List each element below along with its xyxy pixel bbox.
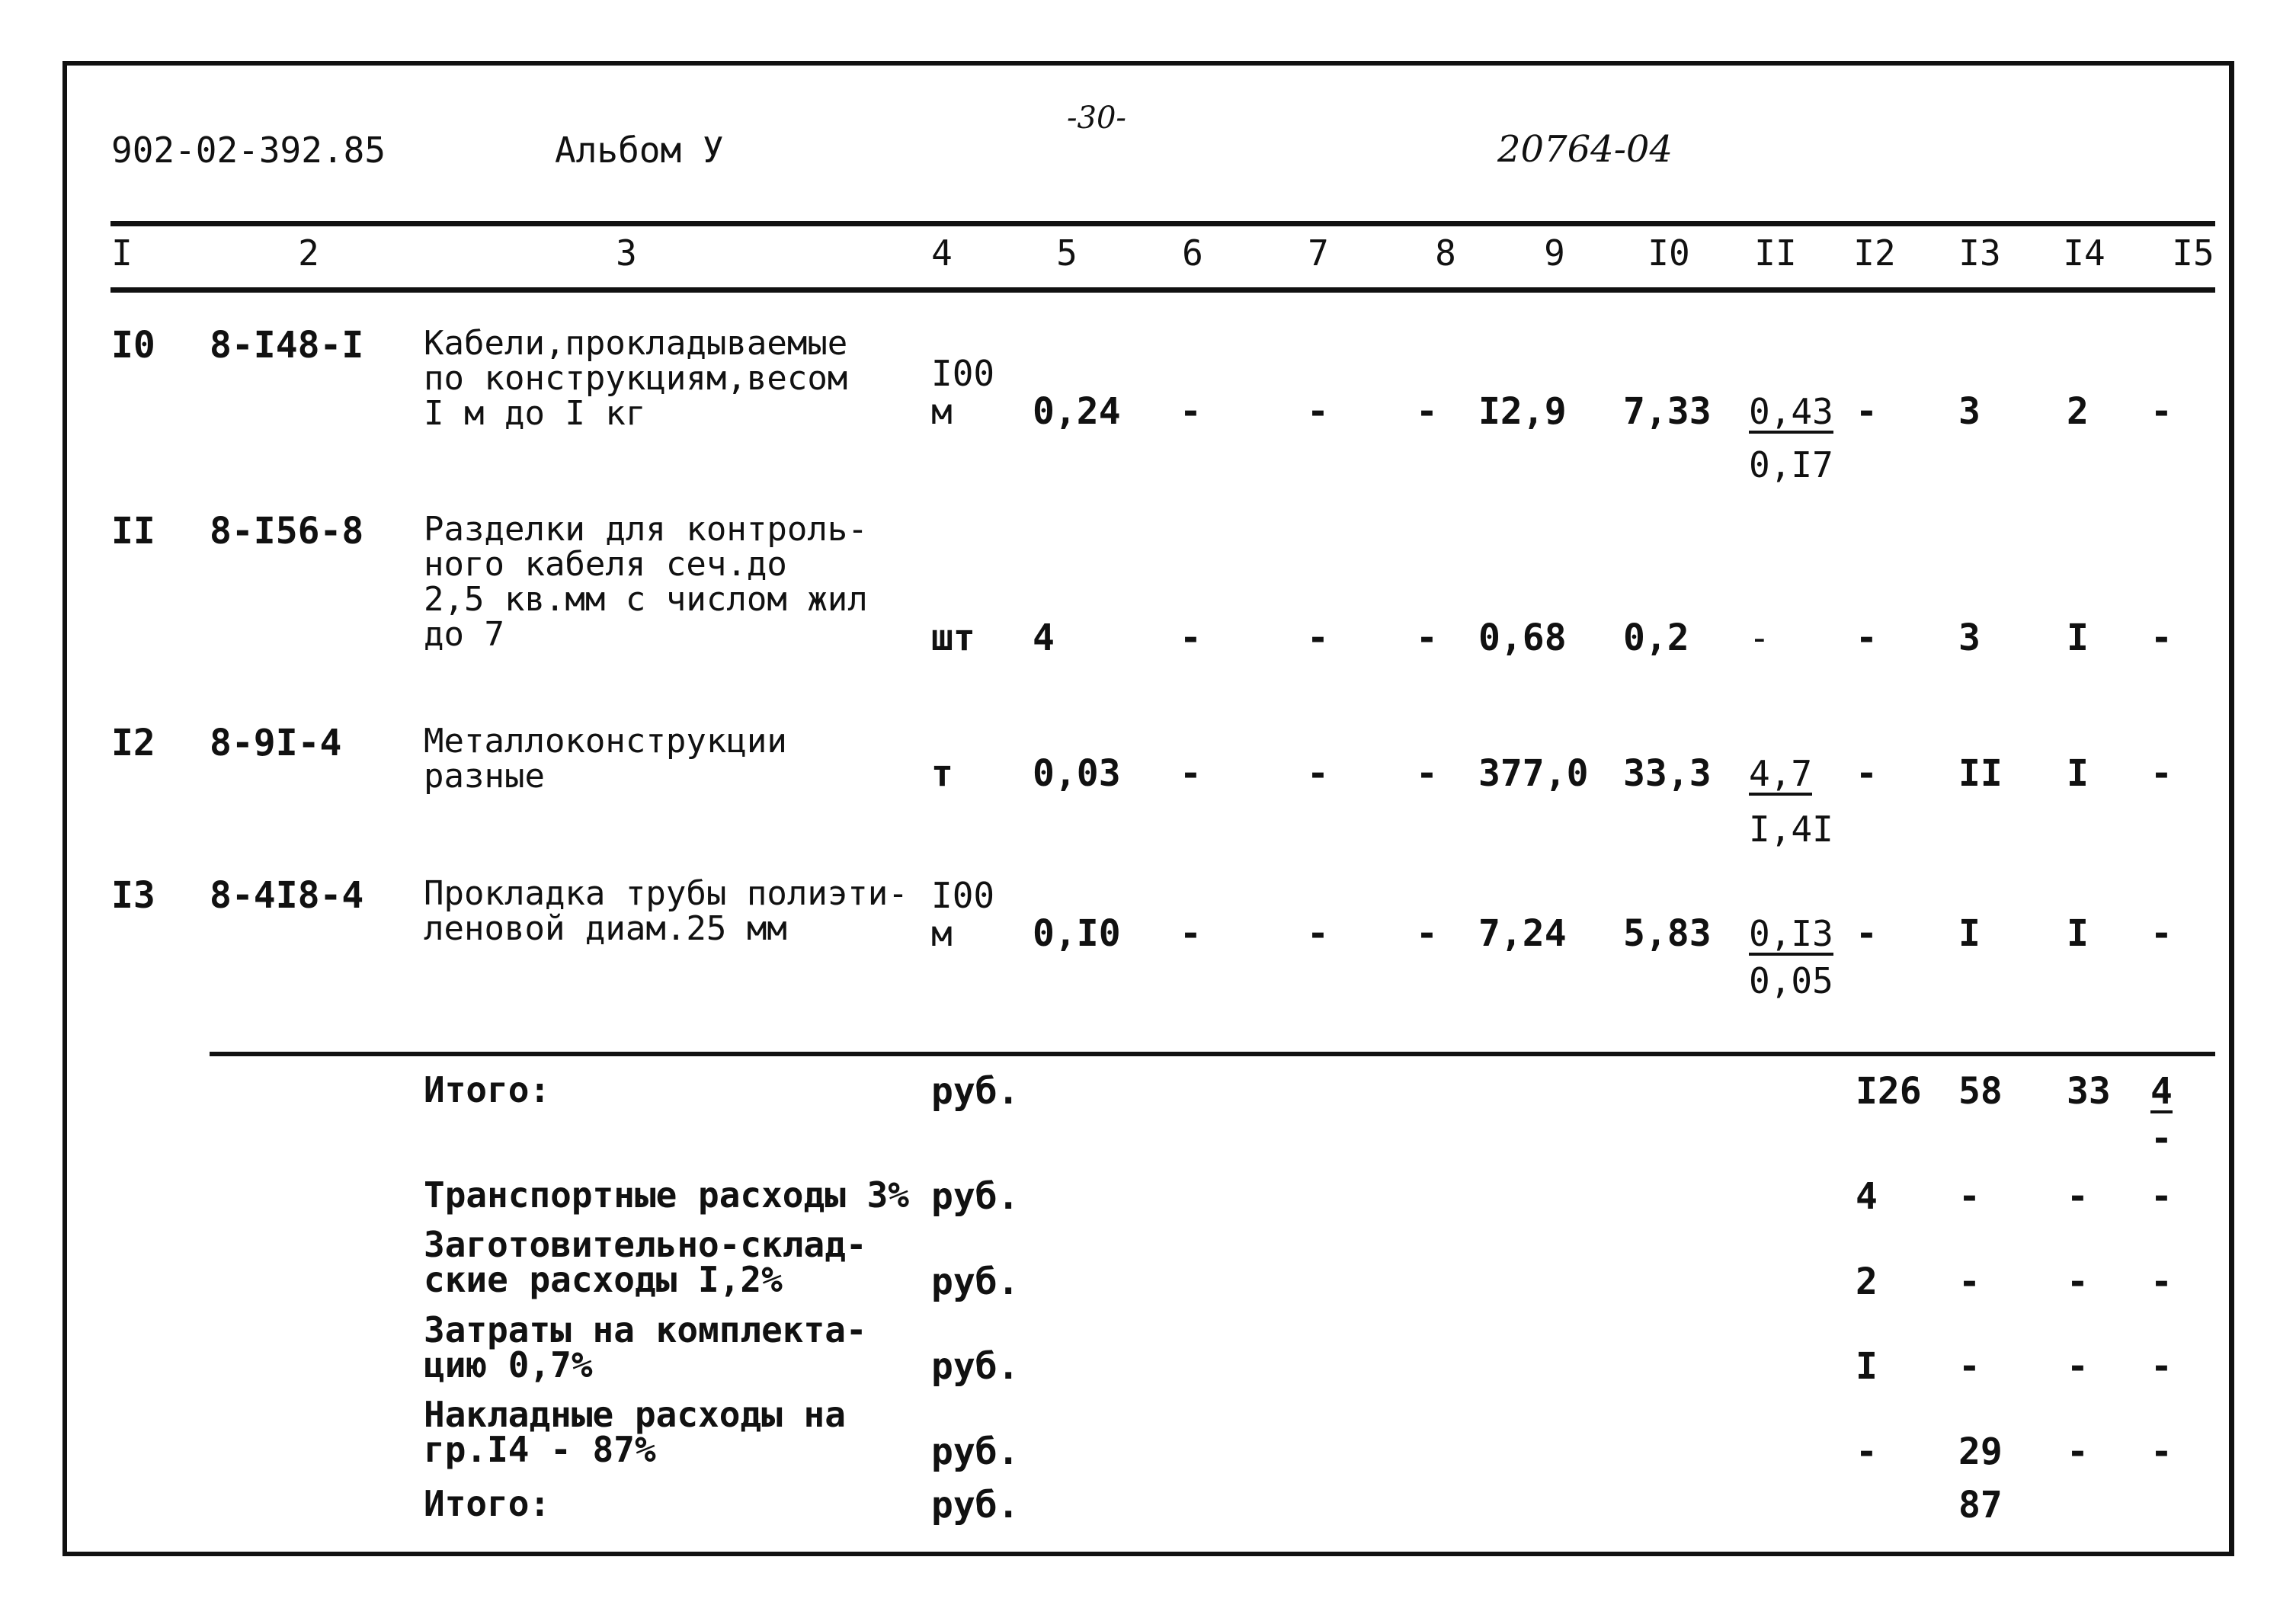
cell-c12: - [1856, 912, 1878, 955]
column-number: I2 [1853, 232, 1896, 274]
summary-unit: руб. [931, 1430, 1020, 1473]
row-description-line: 2,5 кв.мм с числом жил [424, 580, 868, 619]
summary-c15: 4 [2150, 1070, 2173, 1113]
row-unit: I00 [931, 875, 995, 916]
row-description-line: I м до I кг [424, 394, 646, 433]
column-number: I4 [2063, 232, 2105, 274]
summary-label: Заготовительно-склад- [424, 1224, 867, 1265]
summary-c15: - [2150, 1261, 2173, 1303]
column-number: II [1754, 232, 1797, 274]
summary-label: Итого: [424, 1483, 551, 1524]
cell-c5: 0,24 [1033, 390, 1121, 433]
cell-c7: - [1307, 912, 1329, 955]
row-unit: шт [931, 617, 975, 659]
summary-c13: 29 [1958, 1430, 2003, 1473]
column-number: I [111, 232, 133, 274]
cell-c7: - [1307, 617, 1329, 659]
column-number: 4 [931, 232, 953, 274]
cell-c11-top: - [1749, 617, 1770, 658]
summary-c12: 4 [1856, 1175, 1878, 1218]
row-code: 8-4I8-4 [210, 874, 364, 917]
row-unit: м [931, 391, 953, 432]
cell-c13: II [1958, 752, 2003, 795]
summary-unit: руб. [931, 1175, 1020, 1218]
cell-c14: I [2067, 752, 2089, 795]
cell-c12: - [1856, 390, 1878, 433]
row-code: 8-I56-8 [210, 510, 364, 553]
row-description-line: до 7 [424, 615, 504, 654]
summary-c13: - [1958, 1345, 1981, 1388]
inventory-number: 20764-04 [1497, 128, 1673, 171]
summary-c13: - [1958, 1261, 1981, 1303]
header-rule-bottom [110, 287, 2215, 293]
cell-c14: I [2067, 912, 2089, 955]
summary-c14: 33 [2067, 1070, 2111, 1113]
summary-c15: - [2150, 1175, 2173, 1218]
cell-c6: - [1180, 617, 1202, 659]
summary-c12: 2 [1856, 1261, 1878, 1303]
summary-c13: - [1958, 1175, 1981, 1218]
cell-c11-bottom: 0,I7 [1749, 444, 1833, 485]
summary-label: Накладные расходы на [424, 1394, 846, 1435]
column-number: 7 [1308, 232, 1329, 274]
cell-c10: 0,2 [1623, 617, 1689, 659]
summary-c13: 58 [1958, 1070, 2003, 1113]
cell-c7: - [1307, 752, 1329, 795]
summary-c15: - [2150, 1345, 2173, 1388]
row-number: I3 [111, 874, 155, 917]
summary-label: Транспортные расходы 3% [424, 1174, 909, 1216]
row-number: I2 [111, 722, 155, 764]
cell-c14: 2 [2067, 390, 2089, 433]
summary-c15-bottom: - [2150, 1117, 2173, 1160]
summary-unit: руб. [931, 1484, 1020, 1526]
header-rule-top [110, 221, 2215, 226]
column-number: 3 [616, 232, 637, 274]
cell-c12: - [1856, 752, 1878, 795]
row-unit: I00 [931, 353, 995, 394]
summary-c12: I [1856, 1345, 1878, 1388]
row-description-line: леновой диам.25 мм [424, 909, 787, 948]
doc-code: 902-02-392.85 [111, 130, 386, 171]
row-description-line: Металлоконструкции [424, 722, 787, 761]
row-number: II [111, 510, 155, 553]
cell-c8: - [1416, 617, 1438, 659]
cell-c10: 33,3 [1623, 752, 1712, 795]
column-number: I3 [1958, 232, 2001, 274]
cell-c11-top: 0,I3 [1749, 913, 1833, 954]
document-frame [62, 61, 2234, 1556]
summary-label: гр.I4 - 87% [424, 1429, 656, 1470]
cell-c11-bottom: 0,05 [1749, 960, 1833, 1001]
cell-c6: - [1180, 390, 1202, 433]
cell-c15: - [2150, 617, 2173, 659]
row-description-line: Прокладка трубы полиэти- [424, 874, 908, 913]
summary-c12: I26 [1856, 1070, 1922, 1113]
column-number: 9 [1544, 232, 1565, 274]
cell-c5: 4 [1033, 617, 1055, 659]
cell-c11-top: 4,7 [1749, 753, 1813, 794]
summary-c14: - [2067, 1430, 2089, 1473]
row-description-line: разные [424, 757, 545, 796]
row-unit: т [931, 752, 953, 795]
cell-c11-bottom: I,4I [1749, 809, 1833, 850]
summary-label: цию 0,7% [424, 1344, 593, 1386]
column-number: I5 [2172, 232, 2214, 274]
row-number: I0 [111, 324, 155, 367]
cell-c9: 0,68 [1478, 617, 1567, 659]
cell-c15: - [2150, 752, 2173, 795]
summary-c13: 87 [1958, 1484, 2003, 1526]
page-number: -30- [1067, 101, 1126, 136]
cell-c6: - [1180, 752, 1202, 795]
album-label: Альбом У [555, 130, 724, 171]
cell-c8: - [1416, 752, 1438, 795]
row-description-line: Кабели,прокладываемые [424, 324, 848, 363]
cell-c13: 3 [1958, 390, 1981, 433]
cell-c8: - [1416, 390, 1438, 433]
summary-label: Итого: [424, 1069, 551, 1110]
summary-c12: - [1856, 1430, 1878, 1473]
cell-c12: - [1856, 617, 1878, 659]
cell-c9: 377,0 [1478, 752, 1589, 795]
row-unit: м [931, 913, 953, 954]
row-description-line: Разделки для контроль- [424, 510, 868, 549]
summary-label: ские расходы I,2% [424, 1259, 783, 1300]
cell-c15: - [2150, 912, 2173, 955]
column-number: 2 [298, 232, 319, 274]
column-number: 5 [1056, 232, 1078, 274]
cell-c5: 0,I0 [1033, 912, 1121, 955]
cell-c8: - [1416, 912, 1438, 955]
column-number: 8 [1435, 232, 1456, 274]
cell-c5: 0,03 [1033, 752, 1121, 795]
summary-c14: - [2067, 1175, 2089, 1218]
summary-c14: - [2067, 1345, 2089, 1388]
cell-c10: 5,83 [1623, 912, 1712, 955]
column-number: I0 [1648, 232, 1690, 274]
summary-c15: - [2150, 1430, 2173, 1473]
cell-c6: - [1180, 912, 1202, 955]
row-description-line: ного кабеля сеч.до [424, 545, 787, 584]
row-code: 8-I48-I [210, 324, 364, 367]
cell-c9: 7,24 [1478, 912, 1567, 955]
cell-c7: - [1307, 390, 1329, 433]
cell-c10: 7,33 [1623, 390, 1712, 433]
cell-c14: I [2067, 617, 2089, 659]
cell-c13: 3 [1958, 617, 1981, 659]
summary-unit: руб. [931, 1345, 1020, 1388]
cell-c15: - [2150, 390, 2173, 433]
cell-c11-top: 0,43 [1749, 391, 1833, 432]
row-code: 8-9I-4 [210, 722, 342, 764]
summary-unit: руб. [931, 1261, 1020, 1303]
totals-rule [210, 1052, 2215, 1056]
row-description-line: по конструкциям,весом [424, 359, 848, 398]
column-number: 6 [1182, 232, 1203, 274]
cell-c9: I2,9 [1478, 390, 1567, 433]
cell-c13: I [1958, 912, 1981, 955]
summary-label: Затраты на комплекта- [424, 1309, 867, 1350]
summary-unit: руб. [931, 1070, 1020, 1113]
summary-c14: - [2067, 1261, 2089, 1303]
